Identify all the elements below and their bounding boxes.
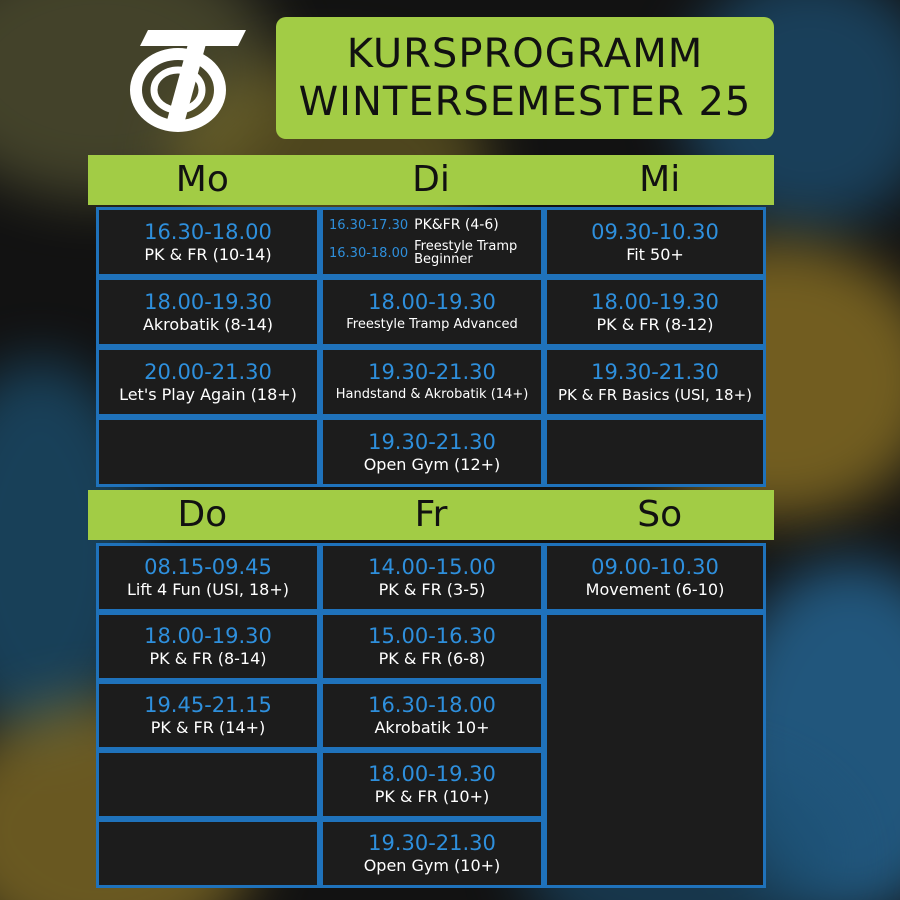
day-mi: Mi	[639, 159, 681, 200]
course-label: Movement (6-10)	[585, 580, 725, 599]
course-row	[323, 240, 541, 266]
course-label: PK & FR (6-8)	[378, 649, 486, 668]
schedule-cell-mi-empty	[544, 417, 766, 487]
course-label: PK&FR (4-6)	[414, 216, 499, 233]
schedule-cell-fr-1	[320, 543, 544, 612]
schedule-cell-do-2	[96, 612, 320, 681]
time-label: 19.30-21.30	[591, 359, 719, 384]
day-do: Do	[177, 494, 228, 535]
time-label: 18.00-19.30	[144, 624, 272, 648]
schedule-cell-mi-3	[544, 347, 766, 417]
time-label: 19.30-21.30	[368, 359, 496, 384]
schedule-cell-mi-2	[544, 277, 766, 347]
schedule-cell-so-1	[544, 543, 766, 612]
time-label: 16.30-18.00	[368, 693, 496, 717]
time-label: 19.30-21.30	[368, 429, 496, 454]
time-label: 15.00-16.30	[368, 624, 496, 648]
course-label: PK & FR (10-14)	[144, 244, 272, 264]
course-label: Handstand & Akrobatik (14+)	[335, 386, 529, 402]
schedule-cell-fr-4	[320, 750, 544, 819]
time-label: 18.00-19.30	[591, 289, 719, 314]
schedule-cell-mo-empty	[96, 417, 320, 487]
course-label: PK & FR Basics (USI, 18+)	[557, 385, 753, 404]
schedule-cell-di-1	[320, 207, 544, 277]
course-label: Lift 4 Fun (USI, 18+)	[126, 580, 290, 599]
course-label: Fit 50+	[626, 244, 684, 264]
course-label: Freestyle Tramp Advanced	[346, 316, 518, 332]
day-di: Di	[412, 159, 450, 200]
time-label: 14.00-15.00	[368, 555, 496, 579]
day-header-bottom	[88, 490, 774, 540]
time-label: 08.15-09.45	[144, 555, 272, 579]
time-label: 19.45-21.15	[144, 693, 272, 717]
schedule-cell-fr-3	[320, 681, 544, 750]
course-label: Open Gym (12+)	[363, 454, 501, 474]
schedule-cell-do-empty-1	[96, 750, 320, 819]
schedule-cell-mo-3	[96, 347, 320, 417]
course-label: PK & FR (14+)	[150, 718, 266, 737]
schedule-cell-do-3	[96, 681, 320, 750]
title-line-2: WINTERSEMESTER 25	[298, 79, 752, 125]
day-header-top	[88, 155, 774, 205]
course-label-line-1: Freestyle Tramp	[414, 239, 518, 255]
course-label: Let's Play Again (18+)	[119, 384, 297, 404]
schedule-cell-mo-2	[96, 277, 320, 347]
time-label: 18.00-19.30	[368, 762, 496, 786]
course-label: PK & FR (10+)	[374, 787, 490, 806]
day-so: So	[637, 494, 683, 535]
time-label: 16.30-18.00	[144, 219, 272, 244]
course-row	[323, 218, 541, 233]
schedule-cell-fr-5	[320, 819, 544, 888]
time-label: 18.00-19.30	[368, 289, 496, 314]
course-label: PK & FR (3-5)	[378, 580, 486, 599]
schedule-cell-di-4	[320, 417, 544, 487]
schedule-cell-di-2	[320, 277, 544, 347]
course-label: Akrobatik (8-14)	[142, 314, 274, 334]
course-label: PK & FR (8-14)	[149, 649, 267, 668]
day-fr: Fr	[414, 494, 448, 535]
title-line-1: KURSPROGRAMM	[346, 31, 704, 77]
course-label-line-2: Beginner	[414, 252, 473, 268]
schedule-cell-so-empty	[544, 612, 766, 888]
course-label: PK & FR (8-12)	[596, 314, 714, 334]
time-label: 09.00-10.30	[591, 555, 719, 579]
time-label: 20.00-21.30	[144, 359, 272, 384]
schedule-cell-mi-1	[544, 207, 766, 277]
course-label: Akrobatik 10+	[374, 718, 490, 737]
schedule-cell-mo-1	[96, 207, 320, 277]
time-label: 19.30-21.30	[368, 831, 496, 855]
title-banner	[276, 17, 774, 139]
schedule-cell-di-3	[320, 347, 544, 417]
course-label: Open Gym (10+)	[363, 856, 501, 875]
club-logo	[118, 22, 248, 132]
schedule-cell-fr-2	[320, 612, 544, 681]
time-label: 09.30-10.30	[591, 219, 719, 244]
course-label	[414, 240, 517, 266]
schedule-cell-do-1	[96, 543, 320, 612]
day-mo: Mo	[175, 159, 229, 200]
time-label: 16.30-17.30	[329, 217, 409, 233]
time-label: 16.30-18.00	[329, 245, 409, 261]
schedule-cell-do-empty-2	[96, 819, 320, 888]
time-label: 18.00-19.30	[144, 289, 272, 314]
